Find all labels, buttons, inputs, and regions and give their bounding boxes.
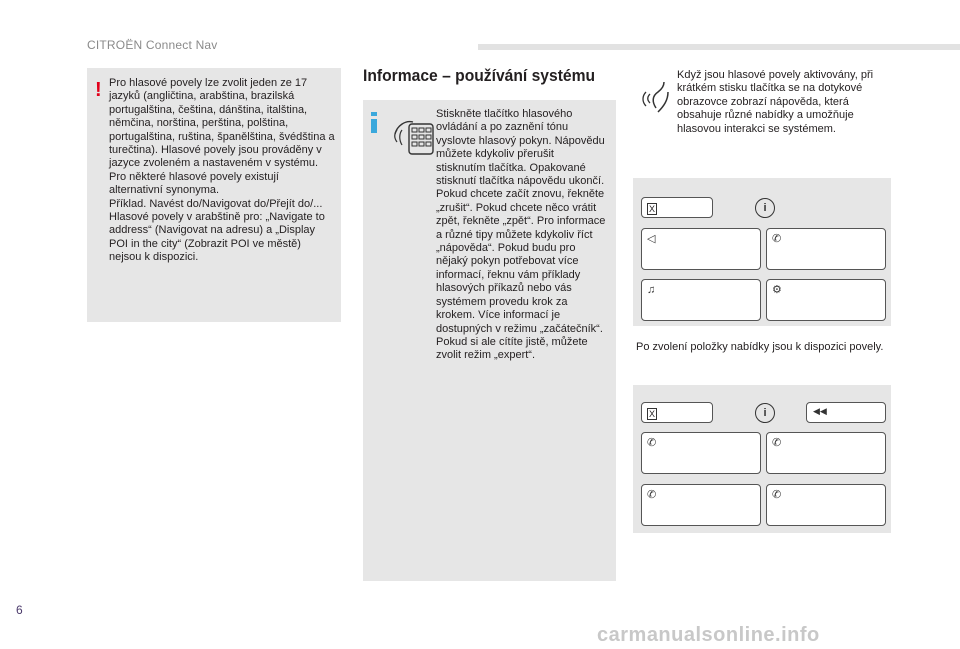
warning-paragraph: Hlasové povely v arabštině pro: „Navigate to address“ (Navigovat na adresu) a „Display POI in the city“ (Zobrazit POI ve městě) nejsou k dispozici. [109, 211, 325, 264]
phone-icon: ✆ [772, 489, 782, 501]
menu-tile-settings [766, 279, 886, 321]
header-title: CITROËN Connect Nav [87, 38, 218, 52]
phone-icon: ✆ [647, 437, 657, 449]
phone-icon: ✆ [772, 233, 782, 245]
navigation-icon: ◁ [647, 233, 656, 245]
close-icon: X [649, 409, 656, 419]
watermark[interactable]: carmanualsonline.info [597, 624, 820, 646]
command-tile [766, 484, 886, 526]
info-text: Stiskněte tlačítko hlasového ovládání a po zaznění tónu vyslovte hlasový pokyn. Nápovědu můžete kdykoliv přerušit stisknutím tlačítka. Opakované stisknutí tlačítka nápovědu ukončí. Pokud chcete začít znovu, řekněte „zrušit“. Pokud chcete něco vrátit zpět, řekněte „zpět“. Pro informace a různé tipy můžete kdykoliv říct „nápověda“. Pokud budu pro nějaký pokyn potřebovat více informací, řeknu vám příklady hlasových příkazů nebo vás systémem provedu krok za krokem. Více informací je dostupných v režimu „začátečník“. Pokud si ale cítíte jistě, můžete zvolit režim „expert“. [436, 108, 606, 362]
music-icon: ♫ [647, 284, 656, 296]
warning-text [109, 77, 335, 265]
command-tile [641, 484, 761, 526]
phone-icon: ✆ [772, 437, 782, 449]
info-icon [371, 112, 377, 133]
warning-box [87, 68, 341, 322]
phone-icon: ✆ [647, 489, 657, 501]
close-icon: X [649, 204, 656, 214]
command-tile [766, 432, 886, 474]
header-bar [478, 44, 960, 50]
menu-tile-phone [766, 228, 886, 270]
info-circle-icon: i [755, 198, 775, 218]
close-bar [641, 197, 713, 218]
screen-caption: Po zvolení položky nabídky jsou k dispozici povely. [636, 341, 884, 353]
warning-paragraph: Příklad. Navést do/Navigovat do/Přejít do/... [109, 197, 323, 210]
back-icon: ◀◀ [813, 406, 827, 416]
command-screen-illustration [633, 385, 891, 533]
voice-keypad-icon [391, 112, 437, 158]
warning-icon: ! [95, 79, 102, 101]
section-heading: Informace – používání systému [363, 66, 596, 85]
page-number: 6 [16, 603, 23, 617]
warning-paragraph: Pro hlasové povely lze zvolit jeden ze 17 jazyků (angličtina, arabština, brazilská portugalština, čeština, dánština, italština, němčina, norština, perština, polština, portugalština, ruština, španělština, švédština a turečtina). Hlasové povely jsou prováděny v jazyce zvoleném a nastaveném v systému. [109, 77, 335, 170]
info-circle-icon: i [755, 403, 775, 423]
back-bar [806, 402, 886, 423]
menu-tile-music [641, 279, 761, 321]
menu-tile-navigation [641, 228, 761, 270]
help-screen-illustration [633, 178, 891, 326]
close-bar [641, 402, 713, 423]
command-tile [641, 432, 761, 474]
voice-command-icon [638, 78, 678, 114]
info-box [363, 100, 616, 581]
right-column-text: Když jsou hlasové povely aktivovány, při krátkém stisku tlačítka se na dotykové obrazovce zobrazí nápověda, která obsahuje různé nabídky a umožňuje hlasovou interakci se systémem. [677, 69, 874, 135]
settings-icon: ⚙ [772, 284, 782, 296]
warning-paragraph: Pro některé hlasové povely existují alternativní synonyma. [109, 170, 279, 197]
